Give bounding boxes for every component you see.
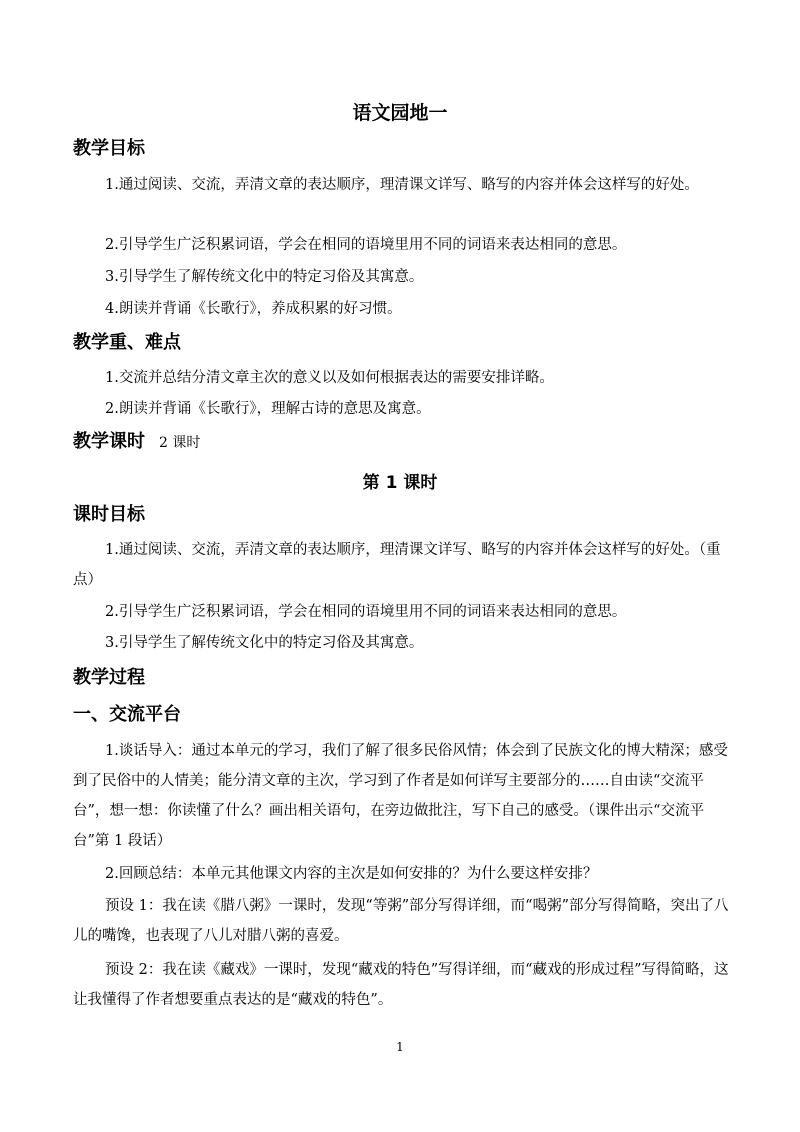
lesson-title: 第 1 课时 bbox=[362, 473, 438, 493]
section-heading-key-points: 教学重、难点 bbox=[73, 332, 181, 353]
goal-item: 2.引导学生广泛积累词语，学会在相同的语境里用不同的词语来表达相同的意思。 bbox=[105, 237, 627, 253]
page-title: 语文园地一 bbox=[352, 102, 448, 124]
key-point-item: 1.交流并总结分清文章主次的意义以及如何根据表达的需要安排详略。 bbox=[105, 370, 554, 386]
lesson-goal-item: 2.引导学生广泛积累词语，学会在相同的语境里用不同的词语来表达相同的意思。 bbox=[105, 604, 627, 620]
section-heading-platform: 一、交流平台 bbox=[73, 704, 181, 725]
process-paragraph: 2.回顾总结：本单元其他课文内容的主次是如何安排的？为什么要这样安排？ bbox=[105, 866, 598, 882]
goal-item: 3.引导学生了解传统文化中的特定习俗及其寓意。 bbox=[105, 269, 424, 285]
lesson-goal-item: 1.通过阅读、交流，弄清文章的表达顺序，理清课文详写、略写的内容并体会这样写的好处。（重点） bbox=[73, 542, 721, 588]
section-heading-hours bbox=[73, 431, 200, 454]
section-heading-goals: 教学目标 bbox=[73, 138, 145, 159]
process-paragraph: 预设 1：我在读《腊八粥》一课时，发现“等粥”部分写得详细，而“喝粥”部分写得简略，突出了八儿的嘴馋，也表现了八儿对腊八粥的喜爱。 bbox=[73, 898, 729, 944]
section-heading-process: 教学过程 bbox=[73, 667, 145, 688]
goal-item: 1.通过阅读、交流，弄清文章的表达顺序，理清课文详写、略写的内容并体会这样写的好处。 bbox=[105, 177, 699, 193]
lesson-goal-item: 3.引导学生了解传统文化中的特定习俗及其寓意。 bbox=[105, 635, 424, 651]
page-number: 1 bbox=[396, 1040, 404, 1054]
hours-value: 2 课时 bbox=[159, 435, 201, 451]
key-point-item: 2.朗读并背诵《长歌行》，理解古诗的意思及寓意。 bbox=[105, 401, 431, 417]
goal-item: 4.朗读并背诵《长歌行》，养成积累的好习惯。 bbox=[105, 301, 402, 317]
hours-label: 教学课时 bbox=[73, 431, 145, 452]
process-paragraph: 1.谈话导入：通过本单元的学习，我们了解了很多民俗风情；体会到了民族文化的博大精深；感受到了民俗中的人情美；能分清文章的主次，学习到了作者是如何详写主要部分的……自由读“交流平台”，想一想：你读懂了什么？画出相关语句，在旁边做批注，写下自己的感受。（课件出示“交流平台”第 1 段话） bbox=[73, 743, 728, 849]
process-paragraph: 预设 2：我在读《藏戏》一课时，发现“藏戏的特色”写得详细，而“藏戏的形成过程”写得简略，这让我懂得了作者想要重点表达的是“藏戏的特色”。 bbox=[73, 962, 729, 1008]
section-heading-lesson-goals: 课时目标 bbox=[73, 504, 145, 525]
